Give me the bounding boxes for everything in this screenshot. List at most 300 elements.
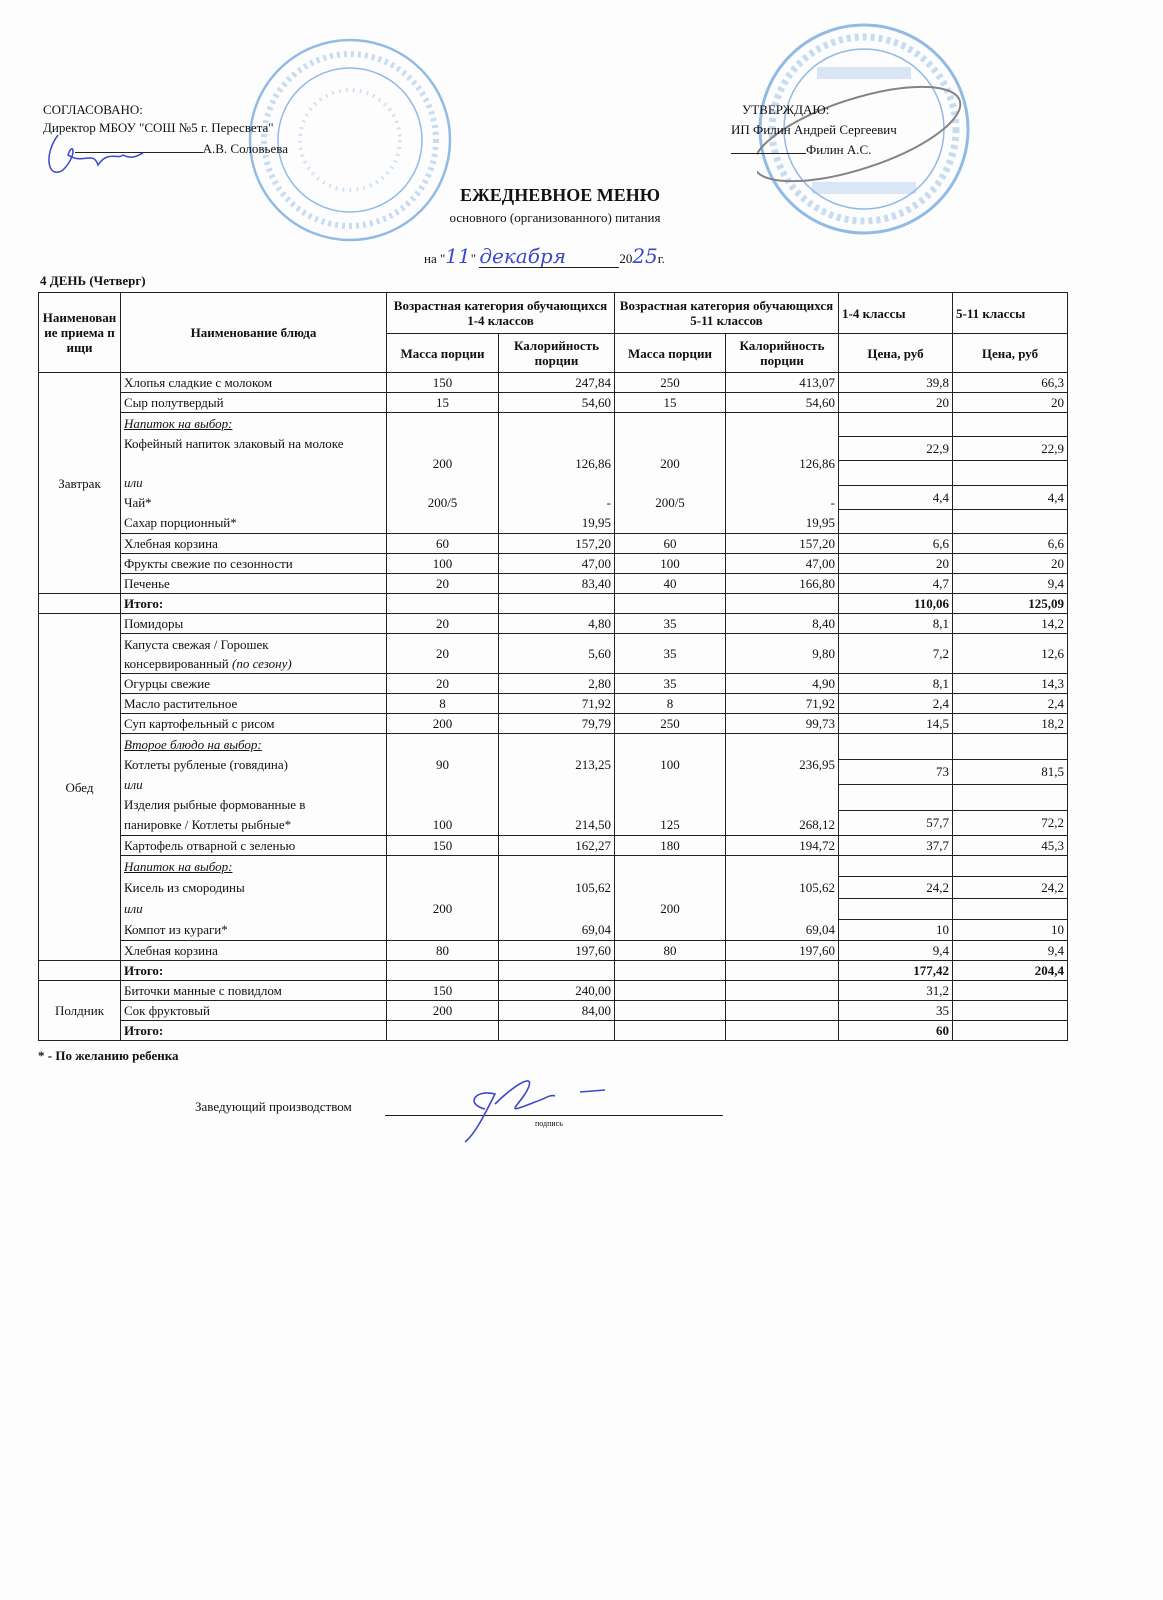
- dish-name-line: Компот из кураги*: [124, 921, 228, 937]
- price-1-4-subcells: [839, 734, 952, 835]
- empty-cell: [387, 1021, 499, 1041]
- empty-cell: [615, 1021, 726, 1041]
- mass-5-11: 35: [615, 614, 726, 634]
- price-1-4-subcell: [839, 734, 952, 760]
- dish-name: Помидоры: [121, 614, 387, 634]
- table-row: [39, 1001, 1068, 1021]
- calories-1-4-line: [502, 475, 611, 490]
- approved-right-title: УТВЕРЖДАЮ:: [742, 102, 830, 117]
- calories-5-11: 47,00: [726, 554, 839, 574]
- mass-5-11-line: [618, 777, 722, 792]
- price-1-4: 31,2: [839, 981, 953, 1001]
- calories-1-4: 71,92: [499, 694, 615, 714]
- dish-name-line: панировке / Котлеты рыбные*: [124, 817, 292, 832]
- dish-name: [121, 634, 387, 674]
- calories-5-11: 197,60: [726, 941, 839, 961]
- price-5-11: 14,3: [953, 674, 1068, 694]
- calories-1-4-line: 213,25: [575, 757, 611, 772]
- dish-name: Хлебная корзина: [121, 534, 387, 554]
- price-5-11-subcell: [953, 899, 1067, 920]
- calories-1-4-line: [502, 777, 611, 792]
- calories-1-4-line: 19,95: [581, 515, 611, 531]
- mass-5-11: 80: [615, 941, 726, 961]
- empty-cell: [615, 961, 726, 981]
- calories-5-11-line: -: [830, 495, 835, 511]
- mass-5-11-line: [618, 737, 722, 752]
- mass-5-11: [615, 734, 726, 836]
- empty-cell: [726, 961, 839, 981]
- mass-1-4: [387, 734, 499, 836]
- price-5-11-subcell: 72,2: [1041, 815, 1064, 831]
- calories-1-4-line: [502, 859, 611, 874]
- mass-1-4-line: [390, 777, 495, 792]
- price-1-4: 2,4: [839, 694, 953, 714]
- mass-5-11-line: [618, 797, 722, 812]
- price-1-4-subcell: 10: [936, 922, 949, 938]
- mass-1-4: 80: [387, 941, 499, 961]
- approved-right-name: Филин А.С.: [806, 142, 872, 157]
- calories-1-4-lines: [502, 735, 611, 835]
- calories-1-4: 240,00: [499, 981, 615, 1001]
- calories-5-11: [726, 734, 839, 836]
- mass-5-11: 100: [615, 554, 726, 574]
- table-row: [39, 574, 1068, 594]
- price-5-11-subcell: [953, 785, 1067, 811]
- mass-1-4-lines: [390, 735, 495, 835]
- mass-1-4: 20: [387, 574, 499, 594]
- price-5-11-subcell: 10: [1051, 922, 1064, 938]
- calories-5-11: [726, 856, 839, 941]
- table-row: [39, 714, 1068, 734]
- mass-1-4: 100: [387, 554, 499, 574]
- dish-name-line: или: [124, 475, 143, 491]
- dish-name-line: Напиток на выбор:: [124, 415, 233, 431]
- empty-cell: [387, 961, 499, 981]
- header-age2: Возрастная категория обучающихся 5-11 классов: [615, 293, 839, 334]
- calories-1-4: 4,80: [499, 614, 615, 634]
- price-5-11: 6,6: [953, 534, 1068, 554]
- price-1-4-subcell: 4,4: [839, 486, 952, 510]
- table-row: [39, 614, 1068, 634]
- approved-left-title: СОГЛАСОВАНО:: [43, 102, 143, 117]
- calories-1-4-lines: [502, 414, 611, 533]
- price-5-11-subcell: 24,2: [953, 877, 1067, 898]
- price-1-4-subcell: 22,9: [839, 437, 952, 461]
- dish-name-lines: [124, 414, 383, 533]
- signature-manager: [405, 1064, 615, 1144]
- mass-1-4: 150: [387, 373, 499, 393]
- mass-1-4: 60: [387, 534, 499, 554]
- calories-5-11-line: 268,12: [799, 817, 835, 832]
- calories-5-11-line: [729, 797, 835, 812]
- calories-1-4: 157,20: [499, 534, 615, 554]
- price-5-11: 45,3: [953, 836, 1068, 856]
- empty-cell: [499, 1021, 615, 1041]
- price-5-11: 20: [953, 393, 1068, 413]
- mass-5-11-lines: [618, 857, 722, 940]
- table-row: [39, 856, 1068, 941]
- mass-1-4: [387, 413, 499, 534]
- price-5-11-subcell: 81,5: [953, 760, 1067, 786]
- price-5-11: [953, 981, 1068, 1001]
- price-1-4-subcell: [839, 899, 952, 920]
- header-cal1: Калорийность порции: [499, 334, 615, 373]
- table-row: [39, 413, 1068, 534]
- mass-1-4-line: [390, 922, 495, 937]
- price-5-11: 66,3: [953, 373, 1068, 393]
- price-1-4-subcell: [839, 785, 952, 811]
- calories-1-4-line: 214,50: [575, 817, 611, 832]
- price-5-11-subcells: [953, 413, 1067, 533]
- mass-1-4: 15: [387, 393, 499, 413]
- calories-5-11-lines: [729, 414, 835, 533]
- dish-name-line: Напиток на выбор:: [124, 859, 233, 875]
- header-mass2: Масса порции: [615, 334, 726, 373]
- calories-5-11-line: [729, 475, 835, 490]
- mass-5-11: 250: [615, 373, 726, 393]
- price-5-11-subcell: [953, 413, 1067, 437]
- calories-1-4: 83,40: [499, 574, 615, 594]
- after-table-block: [38, 1048, 938, 1144]
- calories-1-4: 84,00: [499, 1001, 615, 1021]
- date-year: 25: [632, 244, 658, 268]
- calories-1-4: [499, 856, 615, 941]
- mass-5-11-line: [618, 436, 722, 451]
- price-5-11-subcells: [953, 856, 1067, 940]
- empty-cell: [726, 594, 839, 614]
- mass-5-11-line: 200: [660, 900, 680, 916]
- dish-name-line: Изделия рыбные формованные в: [124, 797, 306, 812]
- calories-5-11-line: [729, 737, 835, 752]
- seasonal-note: (по сезону): [232, 655, 292, 671]
- calories-1-4: 197,60: [499, 941, 615, 961]
- price-1-4: [839, 413, 953, 534]
- price-5-11-subcells: [953, 734, 1067, 835]
- price-1-4: [839, 734, 953, 836]
- price-1-4-subcell: 73: [839, 760, 952, 786]
- total-price-1-4: 60: [839, 1021, 953, 1041]
- mass-5-11-lines: [618, 735, 722, 835]
- price-1-4: 20: [839, 554, 953, 574]
- empty-cell: [615, 594, 726, 614]
- mass-1-4: 150: [387, 836, 499, 856]
- meal-name-2: Полдник: [39, 981, 121, 1041]
- total-row: [39, 594, 1068, 614]
- table-row: [39, 941, 1068, 961]
- mass-5-11: 40: [615, 574, 726, 594]
- header-cal2: Калорийность порции: [726, 334, 839, 373]
- dish-name-line: Котлеты рубленые (говядина): [124, 757, 288, 772]
- calories-5-11: 157,20: [726, 534, 839, 554]
- price-1-4: 8,1: [839, 614, 953, 634]
- mass-5-11-line: [618, 515, 722, 530]
- mass-1-4: [387, 856, 499, 941]
- calories-5-11: [726, 1001, 839, 1021]
- table-row: [39, 634, 1068, 674]
- dish-name-line: Кисель из смородины: [124, 880, 245, 896]
- mass-1-4-line: [390, 515, 495, 530]
- calories-5-11-line: 236,95: [799, 757, 835, 772]
- mass-1-4-line: [390, 475, 495, 490]
- total-label: Итого:: [121, 1021, 387, 1041]
- mass-5-11: [615, 856, 726, 941]
- price-5-11-subcell: [953, 510, 1067, 533]
- footnote: * - По желанию ребенка: [38, 1048, 179, 1063]
- dish-name-line: консервированный (по сезону): [124, 655, 292, 671]
- calories-5-11: [726, 981, 839, 1001]
- total-price-1-4: 110,06: [839, 594, 953, 614]
- price-1-4-subcells: [839, 413, 952, 533]
- price-1-4: 37,7: [839, 836, 953, 856]
- menu-table: [38, 292, 1068, 1041]
- dish-name: Сок фруктовый: [121, 1001, 387, 1021]
- approved-left-name: А.В. Соловьева: [202, 141, 288, 156]
- price-5-11-subcell: [953, 734, 1067, 760]
- dish-name-line: Сахар порционный*: [124, 515, 237, 531]
- mass-5-11-line: 100: [660, 757, 680, 772]
- table-row: [39, 393, 1068, 413]
- header-mass1: Масса порции: [387, 334, 499, 373]
- calories-1-4-line: 105,62: [575, 880, 611, 896]
- price-5-11: 20: [953, 554, 1068, 574]
- calories-1-4-line: 69,04: [581, 921, 611, 937]
- total-row: [39, 1021, 1068, 1041]
- mass-1-4-line: [390, 859, 495, 874]
- mass-1-4-line: [390, 880, 495, 895]
- mass-5-11: [615, 413, 726, 534]
- price-1-4: 6,6: [839, 534, 953, 554]
- total-price-5-11: 204,4: [953, 961, 1068, 981]
- total-row: [39, 961, 1068, 981]
- dish-name: Масло растительное: [121, 694, 387, 714]
- date-day: 11: [445, 244, 471, 268]
- dish-name-line: или: [124, 777, 143, 792]
- price-1-4: 9,4: [839, 941, 953, 961]
- header-meal: Наименование приема пищи: [39, 293, 121, 373]
- mass-1-4: 20: [387, 634, 499, 674]
- mass-1-4-line: 200: [432, 900, 453, 916]
- mass-5-11-line: [618, 475, 722, 490]
- mass-1-4: 150: [387, 981, 499, 1001]
- calories-5-11: 99,73: [726, 714, 839, 734]
- calories-5-11-line: [729, 901, 835, 916]
- calories-5-11-line: 19,95: [805, 515, 835, 531]
- calories-5-11-line: 69,04: [805, 921, 835, 937]
- price-5-11-subcell: [953, 856, 1067, 877]
- dish-name: [121, 413, 387, 534]
- calories-1-4-line: [502, 436, 611, 451]
- price-1-4: 39,8: [839, 373, 953, 393]
- price-1-4: 35: [839, 1001, 953, 1021]
- table-row: [39, 534, 1068, 554]
- price-1-4-subcell: [839, 510, 952, 533]
- price-5-11: 9,4: [953, 941, 1068, 961]
- mass-1-4-line: [390, 797, 495, 812]
- menu-date: на "11" декабря 2025г.: [424, 244, 665, 268]
- calories-5-11-line: [729, 777, 835, 792]
- dish-name-line: [124, 456, 383, 471]
- calories-5-11-lines: [729, 735, 835, 835]
- price-5-11: 2,4: [953, 694, 1068, 714]
- calories-1-4-line: [502, 797, 611, 812]
- mass-5-11: 180: [615, 836, 726, 856]
- calories-5-11-lines: [729, 857, 835, 940]
- calories-5-11-line: [729, 436, 835, 451]
- calories-1-4: [499, 413, 615, 534]
- price-1-4: 4,7: [839, 574, 953, 594]
- calories-5-11: 54,60: [726, 393, 839, 413]
- mass-5-11: 8: [615, 694, 726, 714]
- mass-1-4: 200: [387, 714, 499, 734]
- document-subtitle: основного (организованного) питания: [449, 210, 661, 225]
- price-1-4-subcell: [839, 856, 952, 877]
- price-5-11-subcell: [953, 461, 1067, 485]
- signoff-label: Заведующий производством: [195, 1099, 352, 1114]
- mass-5-11-line: [618, 859, 722, 874]
- mass-5-11-lines: [618, 414, 722, 533]
- total-label: Итого:: [121, 961, 387, 981]
- mass-1-4: 20: [387, 614, 499, 634]
- dish-name-line: Второе блюдо на выбор:: [124, 737, 262, 752]
- day-label: 4 ДЕНЬ (Четверг): [40, 273, 146, 288]
- dish-name: Фрукты свежие по сезонности: [121, 554, 387, 574]
- header-dish: Наименование блюда: [121, 293, 387, 373]
- calories-1-4-line: 126,86: [575, 455, 611, 471]
- calories-1-4: 2,80: [499, 674, 615, 694]
- calories-5-11: 9,80: [726, 634, 839, 674]
- header-grade2: 5-11 классы: [953, 293, 1068, 334]
- mass-1-4: 20: [387, 674, 499, 694]
- dish-name: [121, 856, 387, 941]
- meal-name-1: Обед: [39, 614, 121, 961]
- dish-name: Хлопья сладкие с молоком: [121, 373, 387, 393]
- dish-name: Сыр полутвердый: [121, 393, 387, 413]
- calories-1-4-line: [502, 901, 611, 916]
- calories-5-11-line: [729, 416, 835, 431]
- meal-empty: [39, 961, 121, 981]
- calories-5-11-line: 105,62: [799, 880, 835, 896]
- dish-name: Картофель отварной с зеленью: [121, 836, 387, 856]
- dish-name-line: Капуста свежая / Горошек: [124, 636, 269, 652]
- mass-5-11: 35: [615, 634, 726, 674]
- meal-name-0: Завтрак: [39, 373, 121, 594]
- price-1-4: 14,5: [839, 714, 953, 734]
- calories-5-11: 8,40: [726, 614, 839, 634]
- price-5-11: 14,2: [953, 614, 1068, 634]
- price-1-4-subcell: [839, 413, 952, 437]
- mass-5-11-line: 125: [660, 817, 680, 832]
- approved-right-position: ИП Филин Андрей Сергеевич: [731, 122, 897, 137]
- calories-1-4-line: [502, 416, 611, 431]
- mass-1-4-line: [390, 416, 495, 431]
- calories-5-11: 4,90: [726, 674, 839, 694]
- total-price-5-11: 125,09: [953, 594, 1068, 614]
- calories-5-11-line: 126,86: [799, 455, 835, 471]
- calories-1-4-lines: [502, 857, 611, 940]
- dish-name-line: или: [124, 900, 143, 916]
- price-5-11: 9,4: [953, 574, 1068, 594]
- signature-caption: подпись: [535, 1119, 563, 1128]
- total-price-5-11: [953, 1021, 1068, 1041]
- calories-1-4: 5,60: [499, 634, 615, 674]
- dish-name: Огурцы свежие: [121, 674, 387, 694]
- mass-5-11-line: 200: [660, 455, 680, 471]
- header-price1: Цена, руб: [839, 334, 953, 373]
- mass-1-4-line: [390, 737, 495, 752]
- price-1-4-subcells: [839, 856, 952, 940]
- calories-1-4: 47,00: [499, 554, 615, 574]
- mass-1-4-line: 200/5: [427, 495, 458, 511]
- header-age1: Возрастная категория обучающихся 1-4 классов: [387, 293, 615, 334]
- price-5-11-subcell: 22,9: [953, 437, 1067, 461]
- price-5-11-subcell: 4,4: [953, 486, 1067, 510]
- price-5-11: [953, 734, 1068, 836]
- mass-5-11-line: [618, 416, 722, 431]
- total-price-1-4: 177,42: [839, 961, 953, 981]
- calories-1-4: 54,60: [499, 393, 615, 413]
- price-1-4-subcell: [839, 461, 952, 485]
- calories-1-4: 79,79: [499, 714, 615, 734]
- calories-1-4: [499, 734, 615, 836]
- price-1-4-subcell: 57,7: [926, 815, 949, 831]
- table-row: [39, 694, 1068, 714]
- calories-1-4: 247,84: [499, 373, 615, 393]
- calories-1-4-line: [502, 737, 611, 752]
- date-month: декабря: [479, 244, 566, 268]
- mass-5-11: 15: [615, 393, 726, 413]
- dish-name-lines: [124, 857, 383, 940]
- mass-1-4: 200: [387, 1001, 499, 1021]
- mass-5-11: 35: [615, 674, 726, 694]
- header-price2: Цена, руб: [953, 334, 1068, 373]
- calories-5-11: 71,92: [726, 694, 839, 714]
- calories-5-11: 166,80: [726, 574, 839, 594]
- table-row: [39, 674, 1068, 694]
- total-label: Итого:: [121, 594, 387, 614]
- dish-name: Хлебная корзина: [121, 941, 387, 961]
- price-5-11: [953, 1001, 1068, 1021]
- dish-name-lines: [124, 635, 383, 673]
- empty-cell: [726, 1021, 839, 1041]
- meal-empty: [39, 594, 121, 614]
- dish-name-line: Чай*: [124, 495, 152, 511]
- mass-5-11-line: [618, 880, 722, 895]
- empty-cell: [387, 594, 499, 614]
- calories-1-4: 162,27: [499, 836, 615, 856]
- mass-1-4-line: [390, 436, 495, 451]
- mass-1-4: 8: [387, 694, 499, 714]
- dish-name: Суп картофельный с рисом: [121, 714, 387, 734]
- mass-1-4-line: 100: [432, 817, 453, 832]
- price-1-4-subcell: 24,2: [839, 877, 952, 898]
- price-5-11: 12,6: [953, 634, 1068, 674]
- header-grade1: 1-4 классы: [839, 293, 953, 334]
- calories-5-11: 194,72: [726, 836, 839, 856]
- signature-left: [38, 125, 148, 185]
- price-5-11: 18,2: [953, 714, 1068, 734]
- price-1-4: [839, 856, 953, 941]
- mass-5-11: 250: [615, 714, 726, 734]
- table-row: [39, 981, 1068, 1001]
- price-5-11: [953, 856, 1068, 941]
- calories-5-11: 413,07: [726, 373, 839, 393]
- price-1-4: 8,1: [839, 674, 953, 694]
- price-1-4: 20: [839, 393, 953, 413]
- table-row: [39, 836, 1068, 856]
- empty-cell: [499, 594, 615, 614]
- dish-name-line: Кофейный напиток злаковый на молоке: [124, 435, 344, 451]
- mass-5-11: [615, 981, 726, 1001]
